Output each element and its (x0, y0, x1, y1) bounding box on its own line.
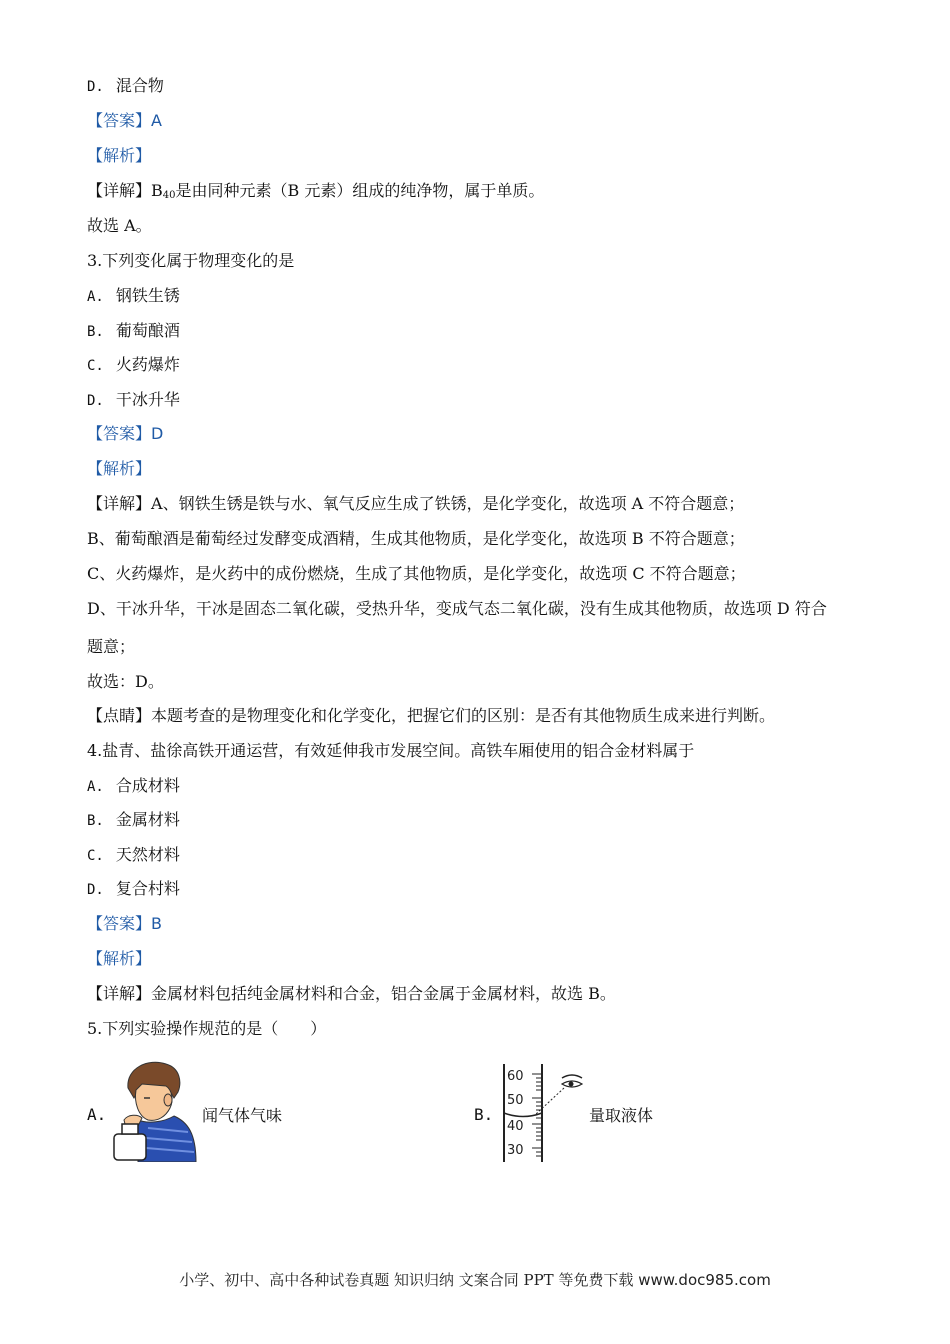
q3-option-d: D. 干冰升华 (87, 390, 180, 409)
q3-detail-line-5: 题意； (87, 637, 136, 656)
q2-detail: 【详解】$B_{40}$是由同种元素（B 元素）组成的纯净物，属于单质。 (87, 181, 545, 201)
q4-detail: 【详解】金属材料包括纯金属材料和合金，铝合金属于金属材料，故选 B。 (87, 984, 616, 1003)
q3-stem: 3.下列变化属于物理变化的是 (87, 251, 295, 270)
q4-analysis-tag: 【解析】 (87, 949, 152, 968)
q3-option-b: B. 葡萄酿酒 (87, 321, 180, 340)
q3-detail-line-3: C、火药爆炸，是火药中的成份燃烧，生成了其他物质，是化学变化，故选项 C 不符合题意； (87, 564, 746, 583)
q3-point: 【点睛】本题考查的是物理变化和化学变化，把握它们的区别：是否有其他物质生成来进行判断。 (87, 706, 776, 725)
q4-option-b: B. 金属材料 (87, 810, 180, 829)
q4-option-d: D. 复合村料 (87, 879, 180, 898)
q4-option-a: A. 合成材料 (87, 776, 180, 795)
footer-url[interactable]: www.doc985.com (638, 1271, 771, 1289)
q5-option-b-caption: 量取液体 (589, 1106, 654, 1125)
scale-label-30: 30 (507, 1143, 524, 1158)
q2-option-d: D. 混合物 (87, 76, 164, 95)
q4-option-c: C. 天然材料 (87, 845, 180, 864)
q4-stem: 4.盐青、盐徐高铁开通运营，有效延伸我市发展空间。高铁车厢使用的铝合金材料属于 (87, 741, 695, 760)
q5-option-b-label: B. (474, 1105, 494, 1124)
q3-option-a: A. 钢铁生锈 (87, 286, 180, 305)
q3-analysis-tag: 【解析】 (87, 459, 152, 478)
q3-detail-line-1: 【详解】A、钢铁生锈是铁与水、氧气反应生成了铁锈，是化学变化，故选项 A 不符合题意； (87, 494, 745, 513)
q3-detail-line-2: B、葡萄酿酒是葡萄经过发酵变成酒精，生成其他物质，是化学变化，故选项 B 不符合题意； (87, 529, 745, 548)
q3-option-c: C. 火药爆炸 (87, 355, 180, 374)
q3-detail-line-4: D、干冰升华，干冰是固态二氧化碳，受热升华，变成气态二氧化碳，没有生成其他物质，故选项 D 符合 (87, 599, 827, 618)
q3-answer: 【答案】D (87, 424, 164, 443)
scale-label-40: 40 (507, 1119, 524, 1134)
q5-option-a-caption: 闻气体气味 (202, 1106, 283, 1125)
q5-stem: 5.下列实验操作规范的是（ ） (87, 1019, 327, 1038)
scale-label-60: 60 (507, 1069, 524, 1084)
q3-choose: 故选：D。 (87, 672, 164, 691)
q2-analysis-tag: 【解析】 (87, 146, 152, 165)
q4-answer: 【答案】B (87, 914, 162, 933)
graduated-cylinder-illustration (496, 1062, 588, 1164)
page-footer: 小学、初中、高中各种试卷真题 知识归纳 文案合同 PPT 等免费下载 www.doc985.com (179, 1271, 771, 1289)
scale-label-50: 50 (507, 1093, 524, 1108)
q5-option-a-label: A. (87, 1105, 107, 1124)
q2-choose: 故选 A。 (87, 216, 152, 235)
q2-answer: 【答案】A (87, 111, 162, 130)
smelling-gas-illustration (108, 1058, 198, 1162)
